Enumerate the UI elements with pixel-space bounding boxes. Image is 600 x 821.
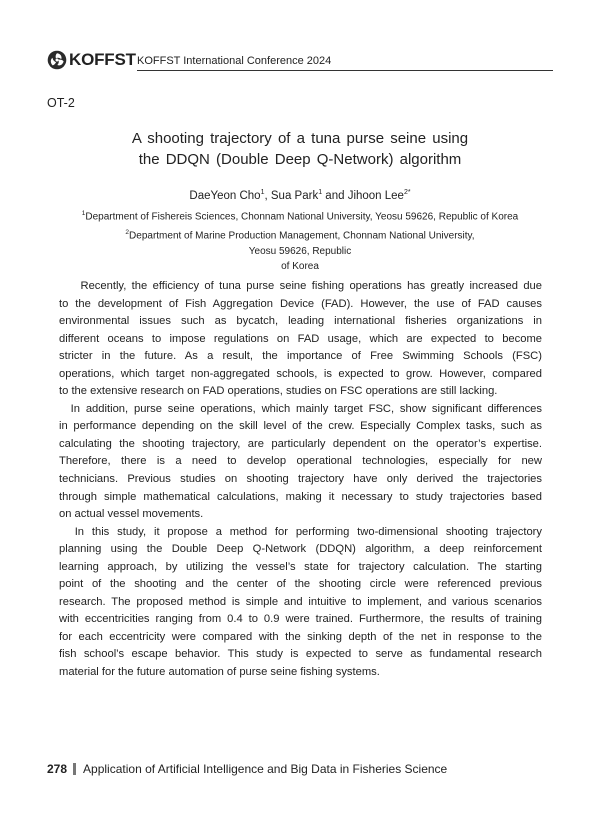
logo-wordmark: KOFFST: [69, 50, 136, 69]
body-line: technicians. Previous studies on shooting trajectory have only derived the trajectories: [59, 473, 542, 486]
author-name: Sua Park: [270, 189, 319, 202]
affiliation-text: Department of Fishereis Sciences, Chonnam National University, Yeosu 59626, Republic of Korea: [85, 211, 519, 223]
abstract-body: [59, 278, 542, 682]
body-line: operations, which target non-aggregated schools, is expected to grow. However, compared: [59, 367, 542, 380]
author-affiliation-mark: 1: [318, 189, 323, 196]
body-line: In addition, purse seine operations, which mainly target FSC, show significant differences: [59, 402, 542, 415]
affiliation-2-cont: Yeosu 59626, Republic: [248, 245, 352, 257]
header-divider: [137, 70, 553, 71]
title-line: the DDQN (Double Deep Q-Network) algorithm: [138, 151, 462, 168]
body-line: Therefore, there is a need to develop operational technologies, especially for new: [59, 455, 542, 468]
body-line: stricter in the future. As a result, the importance of Free Swimming Schools (FSC): [59, 350, 542, 363]
conference-name: KOFFST International Conference 2024: [137, 55, 332, 67]
koffst-logo: [47, 50, 136, 70]
session-code: OT-2: [47, 96, 75, 110]
page-number: 278: [47, 762, 68, 776]
body-line: calculating the shooting trajectory, are particularly dependent on the operator’s expertise.: [59, 437, 542, 450]
body-line: for each eccentricity were compared with the sinking depth of the net in response to the: [59, 630, 542, 643]
body-line: fish school’s escape behavior. This study is expected to serve as fundamental research: [59, 648, 542, 661]
body-line: In this study, it propose a method for performing two-dimensional shooting trajectory: [59, 525, 542, 538]
affiliations: [0, 206, 600, 275]
body-line: point of the shooting and the center of the shooting circle were referenced previous: [59, 578, 542, 591]
body-line: material for the future automation of purse seine fishing systems.: [59, 666, 380, 679]
koffst-swirl-icon: [47, 50, 67, 70]
paper-title: [60, 128, 540, 170]
author-name: DaeYeon Cho: [189, 189, 261, 202]
affiliation-1: [0, 206, 600, 225]
body-line: learning approach, by utilizing the vessel’s state for trajectory calculation. The starting: [59, 560, 542, 573]
affiliation-2-cont: of Korea: [281, 261, 319, 273]
affiliation-2: [0, 225, 600, 244]
book-title: Application of Artificial Intelligence and Big Data in Fisheries Science: [83, 762, 448, 776]
body-line: through simple mathematical calculations, making it necessary to study trajectories based: [59, 490, 542, 503]
body-line: to the development of Fish Aggregation Device (FAD). However, the use of FAD causes: [59, 297, 542, 310]
page-header: [47, 50, 553, 72]
author-separator: ,: [264, 189, 271, 202]
body-line: planning using the Double Deep Q-Network (DDQN) algorithm, a deep reinforcement: [59, 543, 542, 556]
affiliation-mark: 1: [81, 210, 86, 217]
author-affiliation-mark: 2*: [403, 189, 411, 196]
body-line: different oceans to impose regulations on FAD usage, which are expected to become: [59, 332, 542, 345]
affiliation-text: Department of Marine Production Management, Chonnam National University,: [129, 230, 475, 242]
body-line: on actual vessel movements.: [59, 508, 204, 521]
author-name: Jihoon Lee: [347, 189, 404, 202]
body-line: environmental issues such as bycatch, leading international fisheries organizations in: [59, 315, 542, 328]
body-line: research. The proposed method is simple and intuitive to implement, and various scenarios: [59, 595, 542, 608]
affiliation-mark: 2: [125, 228, 130, 236]
author-affiliation-mark: 1: [260, 189, 265, 196]
title-line: A shooting trajectory of a tuna purse seine using: [131, 130, 469, 147]
author-list: [0, 189, 600, 202]
body-line: to the extensive research on FAD operations, studies on FSC operations are still lacking.: [59, 385, 498, 398]
body-line: Recently, the efficiency of tuna purse seine fishing operations has greatly increased due: [59, 280, 542, 292]
body-line: in performance depending on the skill level of the crew. Especially Complex tasks, such as: [59, 420, 542, 433]
page-footer: [47, 762, 447, 776]
body-line: with eccentricities ranging from 0.4 to 0.9 were trained. Furthermore, the results of training: [59, 613, 542, 626]
author-separator: and: [322, 189, 348, 202]
footer-separator: [73, 763, 76, 775]
